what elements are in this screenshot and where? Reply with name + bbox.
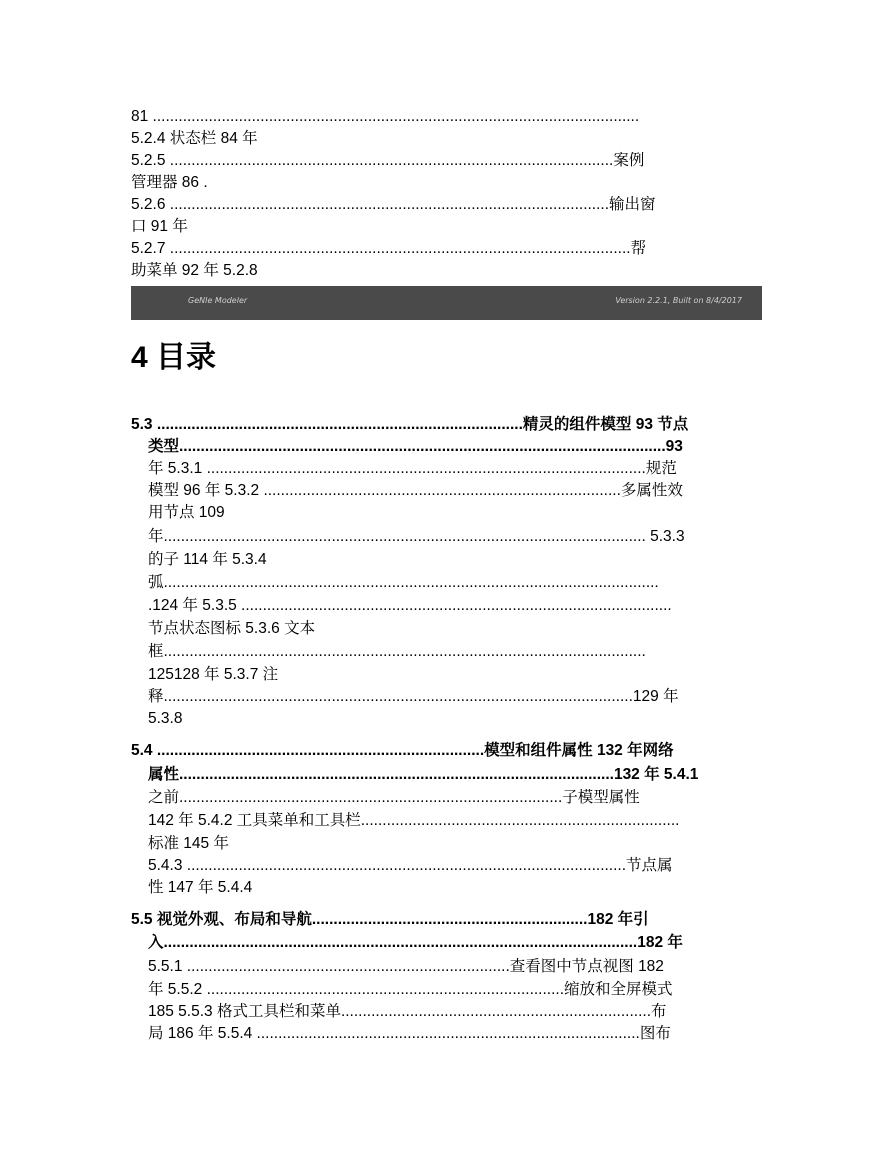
toc-line: 性 147 年 5.4.4 <box>148 879 253 896</box>
toc-section-heading: 入..............................................................................................................182 年 <box>148 934 683 951</box>
chapter-title: 4 目录 <box>131 341 217 374</box>
toc-section-heading: 5.3 .....................................................................................精灵的组件模型 93 节点 <box>131 416 689 433</box>
toc-line: 局 186 年 5.5.4 .........................................................................................图布 <box>148 1025 671 1042</box>
page-footer-bar <box>131 286 762 320</box>
toc-line: 年 5.3.1 ......................................................................................................规范 <box>148 460 677 477</box>
toc-line: 年................................................................................................................ 5.3.3 <box>148 528 685 545</box>
footer-product-name: GeNIe Modeler <box>188 296 248 305</box>
toc-line: 5.2.5 .......................................................................................................案例 <box>131 152 645 169</box>
toc-line: 管理器 86 . <box>131 174 208 191</box>
toc-line: 口 91 年 <box>131 218 188 235</box>
toc-line: 5.4.3 ......................................................................................................节点属 <box>148 857 673 874</box>
toc-line: 5.2.6 ......................................................................................................输出窗 <box>131 196 656 213</box>
toc-section-heading: 类型.................................................................................................................93 <box>148 438 683 455</box>
toc-line: 用节点 109 <box>148 504 225 521</box>
toc-line: 之前.........................................................................................子模型属性 <box>148 789 640 806</box>
toc-line: 释.............................................................................................................129 年 <box>148 688 679 705</box>
toc-line: 弧................................................................................................................... <box>148 574 659 591</box>
toc-line: 年 5.5.2 ...................................................................................缩放和全屏模式 <box>148 981 673 998</box>
toc-section-heading: 5.4 ............................................................................模型和组件属性 132 年网络 <box>131 742 674 759</box>
toc-line: 125128 年 5.3.7 注 <box>148 666 279 683</box>
toc-line: 5.2.4 状态栏 84 年 <box>131 130 258 147</box>
toc-line: 185 5.5.3 格式工具栏和菜单........................................................................布 <box>148 1003 667 1020</box>
toc-line: 助菜单 92 年 5.2.8 <box>131 262 258 279</box>
toc-line: 5.5.1 ...........................................................................查看图中节点视图 182 <box>148 958 664 975</box>
toc-line: 节点状态图标 5.3.6 文本 <box>148 620 316 637</box>
toc-line: 81 ................................................................................................................. <box>131 108 640 125</box>
toc-line: 模型 96 年 5.3.2 ...................................................................................多属性效 <box>148 482 683 499</box>
toc-section-heading: 属性.....................................................................................................132 年 5.4.1 <box>148 766 699 783</box>
toc-section-heading: 5.5 视觉外观、布局和导航................................................................182 年引 <box>131 911 649 928</box>
toc-line: 142 年 5.4.2 工具菜单和工具栏.......................................................................... <box>148 812 680 829</box>
toc-line: 5.2.7 ...........................................................................................................帮 <box>131 240 647 257</box>
toc-line: 框................................................................................................................ <box>148 643 646 660</box>
footer-version: Version 2.2.1, Built on 8/4/2017 <box>615 296 742 305</box>
toc-line: .124 年 5.3.5 .................................................................................................... <box>148 597 672 614</box>
toc-line: 5.3.8 <box>148 710 183 727</box>
toc-line: 标准 145 年 <box>148 835 229 852</box>
toc-line: 的子 114 年 5.3.4 <box>148 551 267 568</box>
